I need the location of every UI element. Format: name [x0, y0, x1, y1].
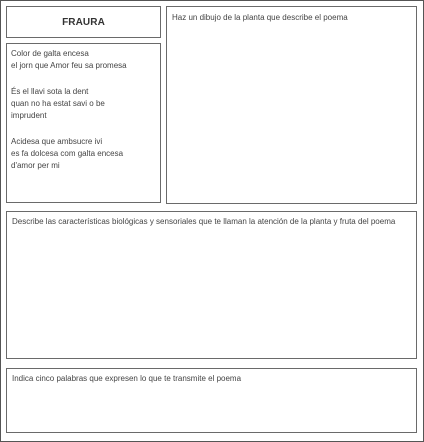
poem-box [6, 43, 161, 203]
words-prompt: Indica cinco palabras que expresen lo que te transmite el poema [12, 374, 242, 383]
poem-line: És el llavi sota la dent [11, 87, 89, 96]
words-area[interactable] [6, 368, 417, 433]
poem-line: quan no ha estat savi o be [11, 99, 105, 108]
page-title: FRAURA [62, 16, 105, 28]
drawing-prompt: Haz un dibujo de la planta que describe el poema [172, 13, 348, 22]
poem-stanza-3 [11, 136, 156, 172]
poem-stanza-2 [11, 86, 156, 122]
poem-line: Acidesa que ambsucre ivi [11, 137, 103, 146]
description-area[interactable] [6, 211, 417, 359]
poem-line: imprudent [11, 111, 47, 120]
drawing-area[interactable] [166, 6, 417, 204]
poem-line: Color de galta encesa [11, 49, 89, 58]
description-prompt: Describe las características biológicas y sensoriales que te llaman la atención de la planta y fruta del poema [12, 217, 396, 226]
title-box [6, 6, 161, 38]
poem-stanza-1 [11, 48, 156, 72]
poem-line: el jorn que Amor feu sa promesa [11, 61, 127, 70]
poem-line: es fa dolcesa com galta encesa [11, 149, 124, 158]
poem-line: d'amor per mi [11, 161, 60, 170]
